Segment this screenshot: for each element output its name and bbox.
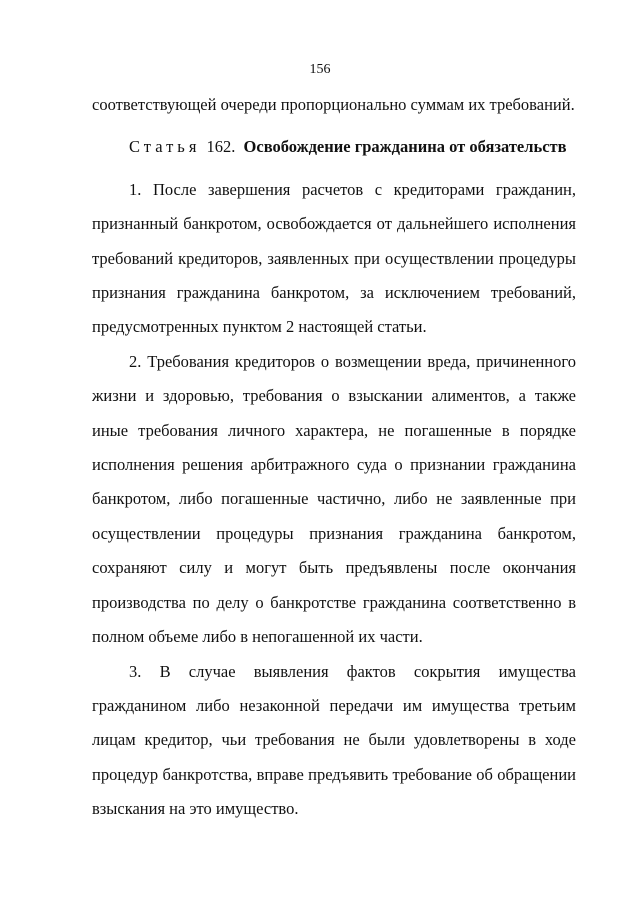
article-title: Освобождение гражданина от обязательств xyxy=(243,137,567,157)
paragraph-1: 1. После завершения расчетов с кредиторами гражданин, признанный банкротом, освобождается от дальнейшего исполнения требований кредиторов, заявленных при осуществлении процедуры признания гражданина банкротом, за исключением требований, предусмотренных пунктом 2 настоящей статьи. xyxy=(92,179,576,337)
text-column xyxy=(92,88,576,827)
paragraph-3: 3. В случае выявления фактов сокрытия имущества гражданином либо незаконной передачи им имущества третьим лицам кредитор, чьи требования не были удовлетворены в ходе процедур банкротства, вправе предъявить требование об обращении взыскания на это имущество. xyxy=(92,661,576,819)
continuation-line: соответствующей очереди пропорционально суммам их требований. xyxy=(92,95,575,114)
page-number: 156 xyxy=(309,62,331,77)
paragraph-2: 2. Требования кредиторов о возмещении вреда, причиненного жизни и здоровью, требования о взыскании алиментов, а также иные требования личного характера, не погашенные в порядке исполнения решения арбитражного суда о признании гражданина банкротом, либо погашенные частично, либо не заявленные при осуществлении процедуры признания гражданина банкротом, сохраняют силу и могут быть предъявлены после окончания производства по делу о банкротстве гражданина соответственно в полном объеме либо в непогашенной их части. xyxy=(92,351,576,647)
article-number: 162. xyxy=(206,137,236,157)
article-heading xyxy=(92,122,576,172)
article-word: Статья xyxy=(129,137,201,157)
